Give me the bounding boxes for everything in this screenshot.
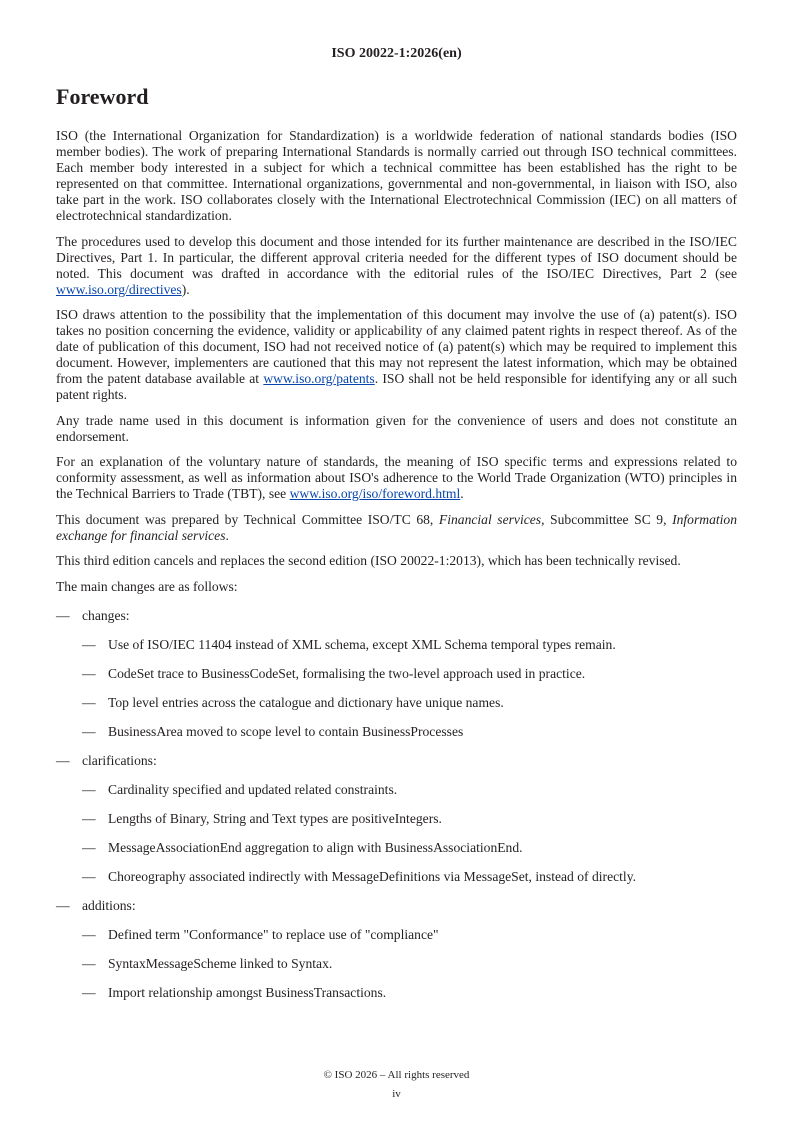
change-group — [56, 898, 737, 1001]
list-item — [82, 666, 737, 682]
list-item — [82, 782, 737, 798]
page-number: iv — [392, 1088, 401, 1100]
page-title: Foreword — [56, 84, 149, 109]
change-sublist — [82, 637, 737, 740]
text: , Subcommittee SC 9, — [541, 511, 673, 527]
change-sublist — [82, 927, 737, 1001]
changes-list — [56, 608, 737, 1001]
foreword-link[interactable]: www.iso.org/iso/foreword.html — [289, 486, 461, 501]
text: The procedures used to develop this document and those intended for its further maintenance are described in the ISO/IEC Directives, Part 1. In particular, the different approval criteria needed for the different types of ISO document should be noted. This document was drafted in accordance with the editorial rules of the ISO/IEC Directives, Part 2 (see — [56, 233, 737, 281]
page-footer — [0, 1066, 793, 1104]
change-sublist — [82, 782, 737, 885]
copyright-notice: © ISO 2026 – All rights reserved — [323, 1069, 470, 1081]
patents-link[interactable]: www.iso.org/patents — [263, 371, 375, 386]
list-item-text: Use of ISO/IEC 11404 instead of XML schema, except XML Schema temporal types remain. — [108, 636, 616, 652]
list-item — [82, 811, 737, 827]
list-item — [82, 637, 737, 653]
text: ). — [181, 281, 190, 297]
list-item-text: SyntaxMessageScheme linked to Syntax. — [108, 955, 333, 971]
dash-marker: — — [82, 984, 96, 1000]
dash-marker: — — [56, 607, 70, 623]
dash-marker: — — [82, 694, 96, 710]
committee-name: Financial services — [438, 511, 542, 527]
paragraph-prepared-by — [56, 512, 737, 544]
text: ISO draws attention to the possibility that the implementation of this document may involve the use of (a) patent(s). ISO takes no position concerning the evidence, validity or applicability of any claimed patent rights in respect thereof. As of the date of publication of this document, ISO had not received notice of (a) patent(s) which may be required to implement this document. However, implementers are cautioned that this may not represent the latest information, which may be obtained from the patent database available at — [56, 307, 737, 386]
document-header: ISO 20022-1:2026(en) — [331, 46, 462, 61]
list-item-text: MessageAssociationEnd aggregation to align with BusinessAssociationEnd. — [108, 839, 523, 855]
paragraph-patents — [56, 307, 737, 403]
list-item-text: Choreography associated indirectly with MessageDefinitions via MessageSet, instead of directly. — [108, 868, 637, 884]
paragraph-iso-intro: ISO (the International Organization for Standardization) is a worldwide federation of national standards bodies (ISO member bodies). The work of preparing International Standards is normally carried out through ISO technical committees. Each member body interested in a subject for which a technical committee has been established has the right to be represented on that committee. International organizations, governmental and non-governmental, in liaison with ISO, also take part in the work. ISO collaborates closely with the International Electrotechnical Commission (IEC) on all matters of electrotechnical standardization. — [56, 128, 737, 223]
paragraph-procedures — [56, 234, 737, 298]
paragraph-main-changes: The main changes are as follows: — [56, 578, 238, 594]
list-item — [82, 869, 737, 885]
list-item-text: Top level entries across the catalogue and dictionary have unique names. — [108, 694, 504, 710]
dash-marker: — — [56, 897, 70, 913]
directives-link[interactable]: www.iso.org/directives — [56, 281, 182, 297]
dash-marker: — — [82, 636, 96, 652]
change-group-label: additions: — [82, 897, 136, 913]
subcommittee-name: Information exchange for financial services — [56, 511, 738, 543]
change-group — [56, 608, 737, 740]
dash-marker: — — [82, 810, 96, 826]
list-item-text: CodeSet trace to BusinessCodeSet, formalising the two-level approach used in practice. — [108, 665, 586, 681]
dash-marker: — — [82, 926, 96, 942]
paragraph-edition: This third edition cancels and replaces the second edition (ISO 20022-1:2013), which has been technically revised. — [56, 553, 681, 568]
text: . — [460, 486, 464, 501]
dash-marker: — — [82, 955, 96, 971]
paragraph-voluntary-nature — [56, 454, 737, 502]
list-item-text: BusinessArea moved to scope level to contain BusinessProcesses — [108, 723, 464, 739]
paragraph-trade-name: Any trade name used in this document is information given for the convenience of users and does not constitute an endorsement. — [56, 412, 737, 444]
list-item — [82, 695, 737, 711]
list-item — [82, 985, 737, 1001]
list-item — [82, 840, 737, 856]
dash-marker: — — [82, 839, 96, 855]
dash-marker: — — [82, 868, 96, 884]
list-item — [82, 927, 737, 943]
dash-marker: — — [82, 781, 96, 797]
text: For an explanation of the voluntary nature of standards, the meaning of ISO specific terms and expressions related to conformity assessment, as well as information about ISO's adherence to the World Trade Organization (WTO) principles in the Technical Barriers to Trade (TBT), see — [56, 454, 737, 501]
list-item-text: Defined term "Conformance" to replace use of "compliance" — [108, 926, 439, 942]
change-group-label: changes: — [82, 607, 130, 623]
foreword-body — [56, 128, 737, 1014]
text: . — [225, 527, 229, 543]
change-group-label: clarifications: — [82, 752, 157, 768]
text: . ISO shall not be held responsible for identifying any or all such patent rights. — [56, 371, 737, 402]
list-item-text: Lengths of Binary, String and Text types are positiveIntegers. — [108, 810, 442, 826]
list-item-text: Import relationship amongst BusinessTransactions. — [108, 984, 387, 1000]
list-item — [82, 724, 737, 740]
dash-marker: — — [82, 723, 96, 739]
list-item — [82, 956, 737, 972]
list-item-text: Cardinality specified and updated related constraints. — [108, 781, 398, 797]
change-group — [56, 753, 737, 885]
dash-marker: — — [82, 665, 96, 681]
dash-marker: — — [56, 752, 70, 768]
text: This document was prepared by Technical Committee ISO/TC 68, — [56, 511, 439, 527]
